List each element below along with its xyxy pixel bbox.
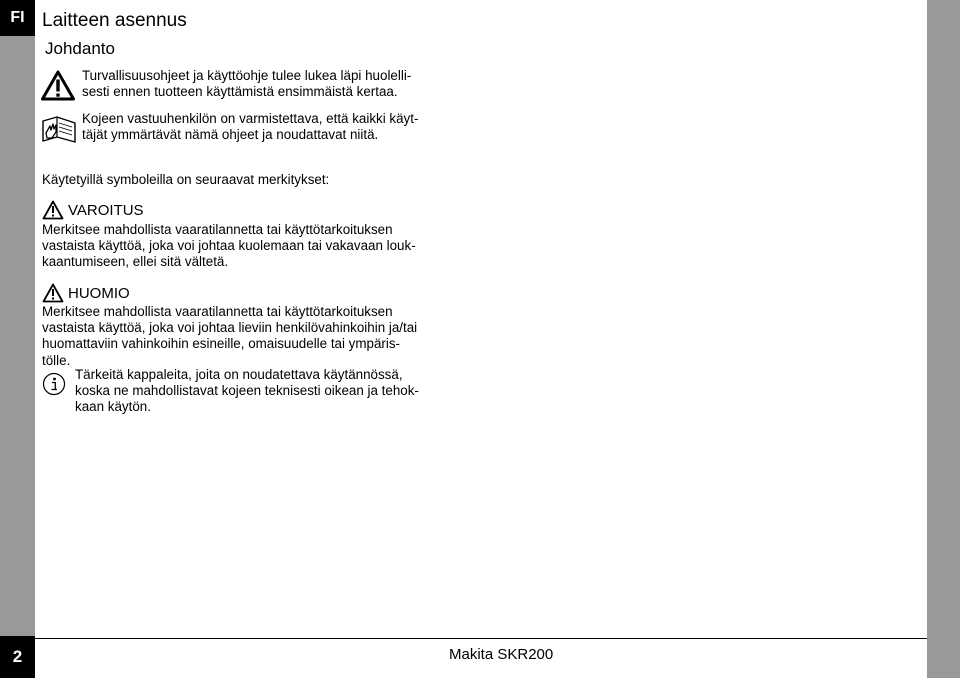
huomio-label: HUOMIO — [68, 284, 130, 302]
varoitus-heading — [42, 200, 144, 220]
warning-triangle-icon — [42, 200, 64, 220]
page-title: Laitteen asennus — [42, 10, 187, 31]
warning-triangle-icon — [41, 70, 75, 101]
info-icon — [42, 372, 66, 396]
varoitus-label: VAROITUS — [68, 201, 144, 219]
left-margin-bar — [0, 0, 35, 678]
page-content — [35, 0, 927, 678]
footer-divider — [35, 638, 927, 639]
footer-product-name: Makita SKR200 — [449, 646, 554, 663]
section-subtitle: Johdanto — [45, 39, 115, 58]
responsibility-notice: Kojeen vastuuhenkilön on varmistettava, että kaikki käyt- täjät ymmärtävät nämä ohjeet ja noudattavat niitä. — [82, 111, 419, 143]
manual-hand-icon — [41, 113, 77, 146]
huomio-heading — [42, 283, 130, 303]
info-description: Tärkeitä kappaleita, joita on noudatettava käytännössä, koska ne mahdollistavat kojeen teknisesti oikean ja tehok- kaan käytön. — [75, 367, 419, 415]
symbols-intro: Käytetyillä symboleilla on seuraavat merkitykset: — [42, 172, 330, 187]
right-margin-bar — [927, 0, 960, 678]
page-number: 2 — [0, 636, 35, 678]
language-tab: FI — [0, 0, 35, 36]
safety-read-notice: Turvallisuusohjeet ja käyttöohje tulee lukea läpi huolelli- sesti ennen tuotteen käyttämistä ensimmäistä kertaa. — [82, 68, 412, 100]
huomio-description: Merkitsee mahdollista vaaratilannetta tai käyttötarkoituksen vastaista käyttöä, joka voi johtaa lieviin henkilövahinkoihin ja/tai huomattaviin vahinkoihin esineille, omaisuudelle tai ympäris- tölle. — [42, 304, 418, 368]
warning-triangle-icon — [42, 283, 64, 303]
varoitus-description: Merkitsee mahdollista vaaratilannetta tai käyttötarkoituksen vastaista käyttöä, joka voi johtaa kuolemaan tai vakavaan louk- kaantumiseen, ellei sitä vältetä. — [42, 222, 416, 270]
